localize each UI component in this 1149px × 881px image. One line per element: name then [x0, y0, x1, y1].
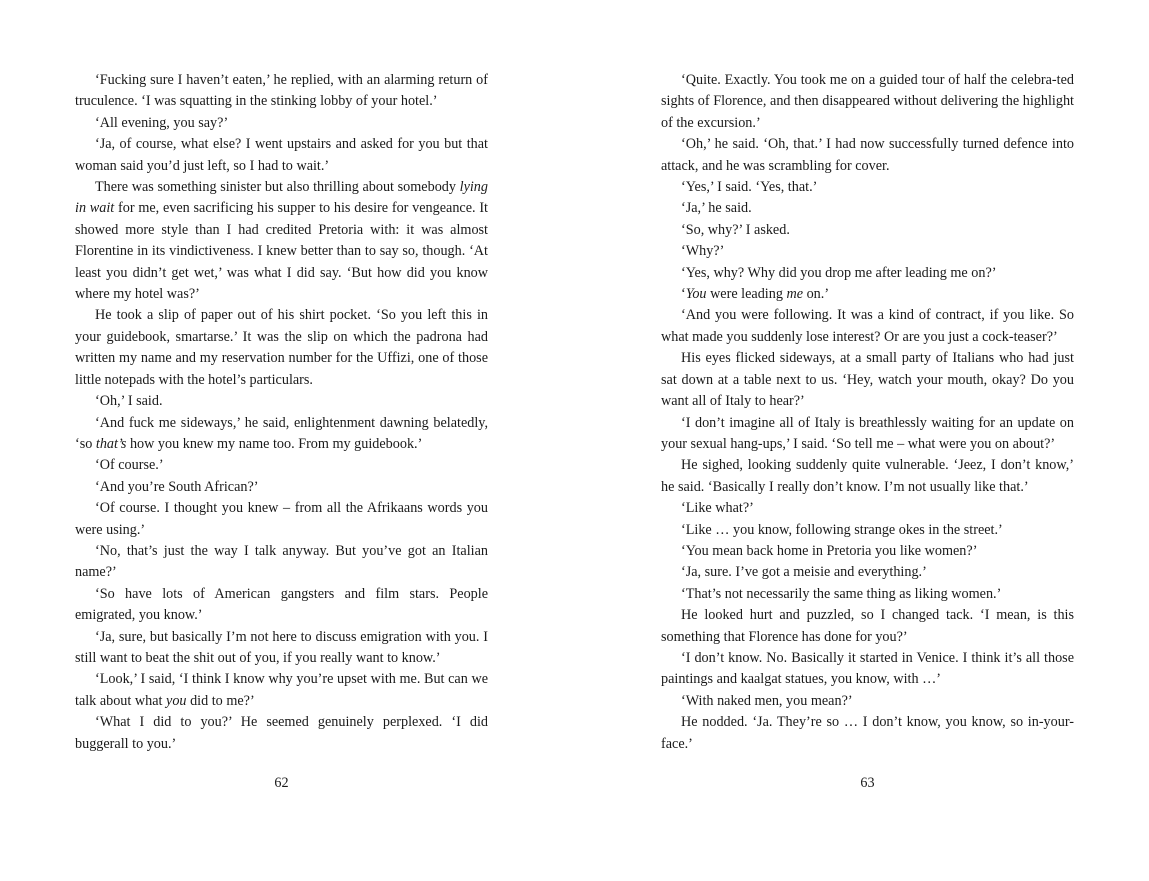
paragraph: ‘Of course. I thought you knew – from all the Afrikaans words you were using.’ [75, 500, 488, 538]
paragraph: ‘Ja, sure, but basically I’m not here to discuss emigration with you. I still want to beat the shit out of you, if you really want to know.’ [75, 628, 488, 666]
paragraph: ‘Like what?’ [681, 500, 754, 517]
paragraph: ‘All evening, you say?’ [95, 114, 229, 131]
paragraph: He nodded. ‘Ja. They’re so … I don’t know, you know, so in-your-face.’ [661, 714, 1074, 752]
left-page [75, 70, 488, 755]
paragraph: ‘You were leading me on.’ [681, 286, 830, 303]
page-number-right: 63 [860, 775, 875, 791]
paragraph: He took a slip of paper out of his shirt pocket. ‘So you left this in your guidebook, smartarse.’ It was the slip on which the padrona had written my name and my reservation number for the Uffizi, one of those little notepads with the hotel’s particulars. [75, 307, 488, 388]
paragraph: ‘With naked men, you mean?’ [681, 692, 853, 709]
paragraph: ‘Yes, why? Why did you drop me after leading me on?’ [681, 264, 997, 281]
paragraph: ‘Oh,’ he said. ‘Oh, that.’ I had now successfully turned defence into attack, and he was scrambling for cover. [661, 136, 1074, 174]
paragraph: ‘Look,’ I said, ‘I think I know why you’re upset with me. But can we talk about what you did to me?’ [75, 671, 488, 709]
paragraph: ‘Yes,’ I said. ‘Yes, that.’ [681, 179, 818, 196]
paragraph: ‘Ja, of course, what else? I went upstairs and asked for you but that woman said you’d just left, so I had to wait.’ [75, 136, 488, 174]
right-page [661, 70, 1074, 755]
paragraph: ‘Why?’ [681, 243, 725, 260]
paragraph: He sighed, looking suddenly quite vulnerable. ‘Jeez, I don’t know,’ he said. ‘Basically I really don’t know. I’m not usually like that.’ [661, 457, 1074, 495]
paragraph: ‘You mean back home in Pretoria you like women?’ [681, 542, 978, 559]
paragraph: ‘I don’t imagine all of Italy is breathlessly waiting for an update on your sexual hang-ups,’ I said. ‘So tell me – what were you on about?’ [661, 414, 1074, 452]
paragraph: He looked hurt and puzzled, so I changed tack. ‘I mean, is this something that Florence has done for you?’ [661, 607, 1074, 645]
paragraph: ‘Ja,’ he said. [681, 200, 752, 217]
paragraph: ‘So, why?’ I asked. [681, 221, 790, 238]
paragraph: ‘I don’t know. No. Basically it started in Venice. I think it’s all those paintings and kaalgat statues, you know, with …’ [661, 649, 1074, 688]
paragraph: ‘Like … you know, following strange okes in the street.’ [681, 521, 1003, 538]
paragraph: ‘Oh,’ I said. [95, 393, 163, 410]
paragraph: ‘Quite. Exactly. You took me on a guided tour of half the celebra-ted sights of Florence, and then disappeared without delivering the highlight of the excursion.’ [661, 72, 1074, 131]
paragraph: ‘What I did to you?’ He seemed genuinely perplexed. ‘I did buggerall to you.’ [75, 714, 488, 752]
paragraph: ‘No, that’s just the way I talk anyway. But you’ve got an Italian name?’ [75, 542, 488, 581]
paragraph: ‘That’s not necessarily the same thing as liking women.’ [681, 585, 1002, 602]
paragraph: His eyes flicked sideways, at a small party of Italians who had just sat down at a table next to us. ‘Hey, watch your mouth, okay? Do you want all of Italy to hear?’ [661, 350, 1074, 410]
paragraph: ‘So have lots of American gangsters and film stars. People emigrated, you know.’ [75, 585, 488, 624]
paragraph: ‘And you were following. It was a kind of contract, if you like. So what made you suddenly lose interest? Or are you just a cock-teaser?’ [661, 307, 1074, 345]
paragraph: ‘Of course.’ [95, 457, 164, 474]
paragraph: ‘And fuck me sideways,’ he said, enlightenment dawning belatedly, ‘so that’s how you knew my name too. From my guidebook.’ [75, 414, 488, 452]
paragraph: ‘Fucking sure I haven’t eaten,’ he replied, with an alarming return of truculence. ‘I was squatting in the stinking lobby of your hotel.’ [75, 72, 488, 110]
paragraph: There was something sinister but also thrilling about somebody lying in wait for me, even sacrificing his supper to his desire for vengeance. It showed more style than I had credited Pretoria with: it was almost Florentine in its vindictiveness. I knew better than to say so, though. ‘At least you didn’t get wet,’ was what I did say. ‘But how did you know where my hotel was?’ [75, 179, 488, 303]
paragraph: ‘Ja, sure. I’ve got a meisie and everything.’ [681, 564, 927, 581]
paragraph: ‘And you’re South African?’ [95, 478, 259, 495]
page-number-left: 62 [274, 775, 289, 791]
